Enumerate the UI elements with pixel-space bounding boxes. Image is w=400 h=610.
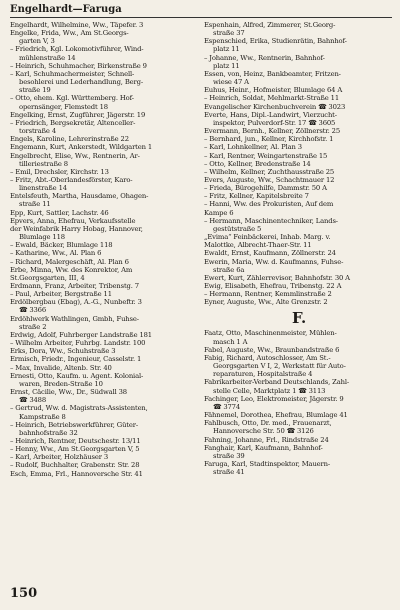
directory-line: inspektor, Pulverdorf-Str. 17 ☎ 3605	[213, 118, 336, 127]
directory-line: Kampe 6	[204, 208, 234, 217]
directory-line: Engemann, Kurt, Ankerstedt, Wildgarten 1	[10, 143, 153, 152]
directory-line: Faruga, Karl, Stadtinspektor, Mauern-	[204, 459, 331, 468]
directory-line: Ewerin, Maria, Ww. d. Kaufmanns, Fuhse-	[204, 257, 344, 266]
right-column-e-entries	[204, 21, 394, 306]
directory-line: Kampstraße 8	[19, 412, 66, 421]
directory-line: – Rudolf, Buchhalter, Grabenstr. Str. 28	[10, 461, 140, 470]
directory-line: Evermann, Bernh., Kellner, Zöllnerstr. 25	[204, 127, 340, 136]
directory-line: tilleriestraße 8	[19, 159, 68, 168]
directory-line: – Heinrich, Betriebswerkführer, Güter-	[10, 420, 139, 429]
directory-line: Blumlage 118	[19, 233, 65, 242]
left-column	[10, 21, 197, 478]
right-column-f-entries	[204, 329, 394, 476]
directory-line: – Karl, Arbeiter, Holzhäuser 3	[10, 453, 109, 462]
directory-line: – Heinrich, Rentner, Deutschestr. 13/11	[10, 436, 141, 445]
directory-line: Ewert, Kurt, Zählerrevisor, Bahnhofstr. 30 A	[204, 273, 350, 282]
directory-line: – Paul, Arbeiter, Bergstraße 11	[10, 290, 112, 299]
directory-line: – Richard, Malergeschäft, Al. Plan 6	[10, 257, 129, 266]
directory-line: Erdöhlwerk Wathlingen, Gmbh, Fuhse-	[10, 314, 139, 323]
directory-line: garten V, 3	[19, 37, 55, 46]
directory-line: – Max, Invalide, Altenb. Str. 40	[10, 363, 112, 372]
directory-line: – Wilhelm, Kellner, Zuchthausstraße 25	[204, 167, 335, 176]
directory-line: Euhus, Heinr., Hofmeister, Blumlage 64 A	[204, 86, 343, 95]
directory-line: – Hermann, Maschinentechniker, Lands-	[204, 216, 338, 225]
directory-line: ☎ 3366	[19, 306, 47, 315]
directory-line: Fahlbusch, Otto, Dr. med., Frauenarzt,	[204, 419, 332, 428]
directory-line: „Evima“ Feinbäckerei, Inhab. Marg. v.	[204, 233, 331, 242]
directory-line: – Fritz, Kellner, Kapitelsbreite 7	[204, 192, 309, 201]
directory-line: – Fritz, Abt.-Oberlandesförster, Karo-	[10, 175, 133, 184]
directory-line: – Karl, Lohnkellner, Al. Plan 3	[204, 143, 302, 152]
running-header: Engelhardt—Faruga	[10, 4, 122, 15]
directory-line: platz 11	[213, 45, 240, 54]
directory-line: – Otto, Kellner, Bredenstraße 14	[204, 159, 311, 168]
directory-line: reparaturen, Hospitalstraße 4	[213, 370, 313, 379]
directory-line: – Heinrich, Schuhmacher, Birkenstraße 9	[10, 61, 147, 70]
directory-line: straße 6a	[213, 265, 245, 274]
directory-line: Erdölbergbau (Ebag), A.-G., Nunbeftr. 3	[10, 298, 142, 307]
directory-line: Espenhain, Alfred, Zimmerer, St.Georg-	[204, 21, 336, 29]
directory-line: Engelking, Ernst, Zugführer, Jägerstr. 19	[10, 110, 146, 119]
directory-line: Evangelischer Kirchenbuchverein ☎ 3023	[204, 102, 346, 111]
directory-line: Fahning, Johanne, Frl., Rindstraße 24	[204, 435, 329, 444]
directory-line: linenstraße 14	[19, 184, 67, 193]
directory-line: – Katharine, Ww., Al. Plan 6	[10, 249, 102, 258]
directory-line: stelle Celle, Marktplatz 1 ☎ 3113	[213, 386, 326, 395]
directory-line: – Karl, Schuhmachermeister, Schnell-	[10, 69, 135, 78]
directory-line: Epvers, Anna, Ehefrau, Verkaufsstelle	[10, 216, 136, 225]
directory-line: opernsänger, Flemstedt 18	[19, 102, 108, 111]
directory-line: Fabel, Auguste, Ww., Braunbandstraße 6	[204, 345, 340, 354]
directory-line: St.Georgsgarten, III, 4	[10, 273, 85, 282]
directory-line: Erdwig, Adolf, Fuhrberger Landstraße 181	[10, 330, 152, 339]
directory-line: platz 11	[213, 61, 240, 70]
directory-line: – Hanni, Ww. des Prokuristen, Auf dem	[204, 200, 334, 209]
directory-line: Entelsfeuth, Martha, Hausdame, Ohagen-	[10, 192, 149, 201]
directory-line: besohlerei und Lederhandlung, Berg-	[19, 78, 143, 87]
directory-line: Fachinger, Leo, Elektromeister, Jägerstr. 9	[204, 394, 344, 403]
directory-line: Ewig, Elisabeth, Ehefrau, Tribenstg. 22 A	[204, 282, 342, 290]
directory-line: Engelbrecht, Elise, Ww., Rentnerin, Ar-	[10, 151, 140, 160]
directory-line: Erbe, Minna, Ww. des Konrektor, Am	[10, 265, 133, 274]
directory-line: Engelhardt, Wilhelmine, Ww., Täpefer. 3	[10, 21, 144, 29]
directory-line: Ewaldt, Ernst, Kaufmann, Zöllnerstr. 24	[204, 249, 336, 258]
directory-line: straße 19	[19, 86, 51, 95]
directory-line: straße 37	[213, 29, 245, 38]
directory-line: – Wilhelm Arbeiter, Fuhrbg. Landstr. 100	[10, 339, 146, 348]
directory-line: – Emil, Drechsler, Kirchstr. 13	[10, 167, 109, 176]
directory-line: Eyner, Auguste, Ww., Alte Grenzstr. 2	[204, 298, 328, 307]
directory-line: Epp, Kurt, Sattler, Lachstr. 46	[10, 208, 109, 217]
directory-line: – Gertrud, Ww. d. Magistrats-Assistenten,	[10, 404, 148, 413]
directory-line: Malottke, Albrecht-Thaer-Str. 11	[204, 241, 312, 250]
directory-line: – Heinrich, Soldat, Mehlmarkt-Straße 11	[204, 94, 340, 103]
section-letter-f: F.	[291, 309, 307, 328]
directory-line: masch 1 A	[213, 337, 248, 346]
directory-line: – Friedrich, Bergsekretär, Altenceller-	[10, 118, 136, 127]
directory-line: Ernesti, Otto, Kaufm. u. Agent. Kolonial-	[10, 371, 144, 380]
directory-line: – Johanne, Ww., Rentnerin, Bahnhof-	[204, 53, 325, 62]
directory-line: Fähnemel, Dorothea, Ehefrau, Blumlage 41	[204, 411, 348, 420]
directory-line: – Ewald, Bäcker, Blumlage 118	[10, 241, 113, 250]
directory-line: straße 41	[213, 468, 245, 477]
directory-line: Engels, Karoline, Lehrerinstraße 22	[10, 135, 129, 144]
directory-line: Evers, Auguste, Ww., Schachtmauer 12	[204, 175, 335, 184]
directory-line: Espenschied, Erika, Studienrätin, Bahnhof-	[204, 37, 347, 46]
directory-line: Erks, Dora, Ww., Schuhstraße 3	[10, 347, 116, 356]
directory-line: Fabrikarbeiter-Verband Deutschlands, Zahl-	[204, 378, 350, 387]
directory-line: Fanghair, Karl, Kaufmann, Bahnhof-	[204, 443, 323, 452]
directory-line: straße 11	[19, 200, 51, 209]
directory-line: Fabig, Richard, Autoschlosser, Am St.-	[204, 353, 331, 362]
directory-line: straße 2	[19, 322, 47, 331]
directory-line: der Weinfabrik Harry Hobag, Hannover,	[10, 224, 143, 233]
directory-line: – Otto, ehem. Kgl. Württemberg. Hof-	[10, 94, 134, 103]
directory-line: wiese 47 A	[213, 78, 249, 87]
directory-line: Ermisch, Friedr., Ingenieur, Casselstr. 1	[10, 355, 142, 364]
directory-line: Georgsgarten V I, 2, Werkstatt für Auto-	[213, 362, 346, 371]
directory-line: Everte, Hans, Dipl.-Landwirt, Vierzucht-	[204, 110, 337, 119]
directory-line: waren, Breden-Straße 10	[19, 379, 103, 388]
directory-line: Essen, von, Heinz, Bankbeamter, Fritzen-	[204, 69, 341, 78]
directory-line: mühlenstraße 14	[19, 53, 76, 62]
directory-line: – Bernhard, jun., Kellner, Kirchhofstr. 1	[204, 135, 334, 144]
directory-line: gestütstraße 5	[213, 224, 262, 233]
page-number: 150	[10, 586, 38, 601]
directory-line: torstraße 4	[19, 127, 56, 136]
directory-line: – Friedrich, Kgl. Lokomotivführer, Wind-	[10, 45, 144, 54]
directory-line: Esch, Emma, Frl., Hannoversche Str. 41	[10, 469, 143, 478]
directory-line: – Henny, Ww., Am St.Georgsgarten V, 5	[10, 445, 140, 454]
directory-line: bahnhofstraße 32	[19, 428, 78, 437]
directory-line: – Hermann, Rentner, Kemmlinstraße 2	[204, 290, 332, 299]
directory-line: – Frieda, Bürogehilfe, Dammstr. 50 A	[204, 184, 327, 193]
directory-line: – Karl, Rentner, Weingartenstraße 15	[204, 151, 328, 160]
right-column	[204, 21, 394, 476]
directory-line: ☎ 3488	[19, 396, 47, 405]
directory-line: Hannoversche Str. 50 ☎ 3126	[213, 427, 314, 436]
directory-line: Faatz, Otto, Maschinenmeister, Mühlen-	[204, 329, 337, 338]
directory-line: Erdmann, Franz, Arbeiter, Tribenstg. 7	[10, 282, 139, 290]
header-rule	[10, 17, 392, 18]
directory-line: ☎ 3774	[213, 402, 241, 411]
directory-line: Ernst, Cäcilie, Ww., Dr., Südwall 38	[10, 388, 127, 397]
directory-line: Engelke, Frida, Ww., Am St.Georgs-	[10, 29, 129, 38]
directory-line: straße 39	[213, 451, 245, 460]
